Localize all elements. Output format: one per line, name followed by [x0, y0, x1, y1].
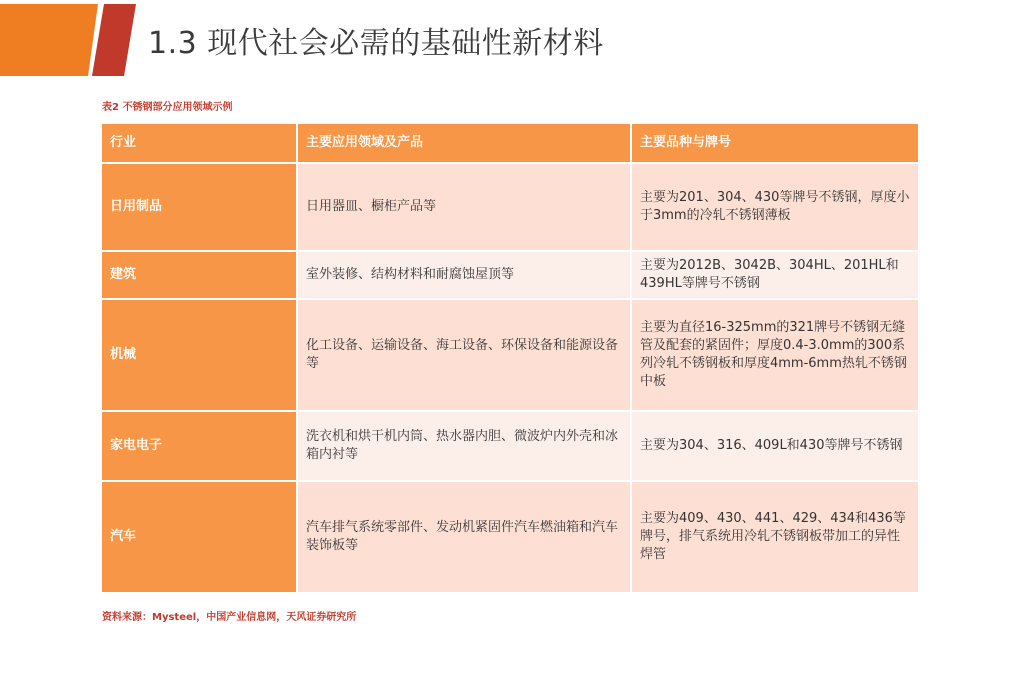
table-row — [101, 299, 919, 411]
header-industry: 行业 — [101, 123, 297, 163]
grades-cell: 主要为409、430、441、429、434和436等牌号，排气系统用冷轧不锈钢板带加工的异性焊管 — [631, 481, 919, 593]
grades-cell: 主要为直径16-325mm的321牌号不锈钢无缝管及配套的紧固件；厚度0.4-3.0mm的300系列冷轧不锈钢板和厚度4mm-6mm热轧不锈钢中板 — [631, 299, 919, 411]
slide-logo-shapes — [0, 0, 140, 76]
industry-cell: 汽车 — [101, 481, 297, 593]
industry-cell: 建筑 — [101, 251, 297, 299]
industry-cell: 家电电子 — [101, 411, 297, 481]
header-applications: 主要应用领域及产品 — [297, 123, 631, 163]
source-note: 资料来源：Mysteel，中国产业信息网，天风证券研究所 — [102, 612, 357, 623]
applications-cell: 化工设备、运输设备、海工设备、环保设备和能源设备等 — [297, 299, 631, 411]
table-row — [101, 163, 919, 251]
grades-cell: 主要为201、304、430等牌号不锈钢，厚度小于3mm的冷轧不锈钢薄板 — [631, 163, 919, 251]
applications-cell: 汽车排气系统零部件、发动机紧固件汽车燃油箱和汽车装饰板等 — [297, 481, 631, 593]
header-grades: 主要品种与牌号 — [631, 123, 919, 163]
applications-cell: 日用器皿、橱柜产品等 — [297, 163, 631, 251]
industry-cell: 机械 — [101, 299, 297, 411]
page-title: 1.3 现代社会必需的基础性新材料 — [148, 26, 604, 61]
grades-cell: 主要为304、316、409L和430等牌号不锈钢 — [631, 411, 919, 481]
industry-cell: 日用制品 — [101, 163, 297, 251]
table-row — [101, 411, 919, 481]
applications-cell: 室外装修、结构材料和耐腐蚀屋顶等 — [297, 251, 631, 299]
table-row — [101, 481, 919, 593]
table-caption: 表2 不锈钢部分应用领域示例 — [102, 102, 233, 113]
applications-cell: 洗衣机和烘干机内筒、热水器内胆、微波炉内外壳和冰箱内衬等 — [297, 411, 631, 481]
stainless-steel-applications-table — [100, 122, 920, 594]
table-header-row — [101, 123, 919, 163]
grades-cell: 主要为2012B、3042B、304HL、201HL和439HL等牌号不锈钢 — [631, 251, 919, 299]
table-row — [101, 251, 919, 299]
